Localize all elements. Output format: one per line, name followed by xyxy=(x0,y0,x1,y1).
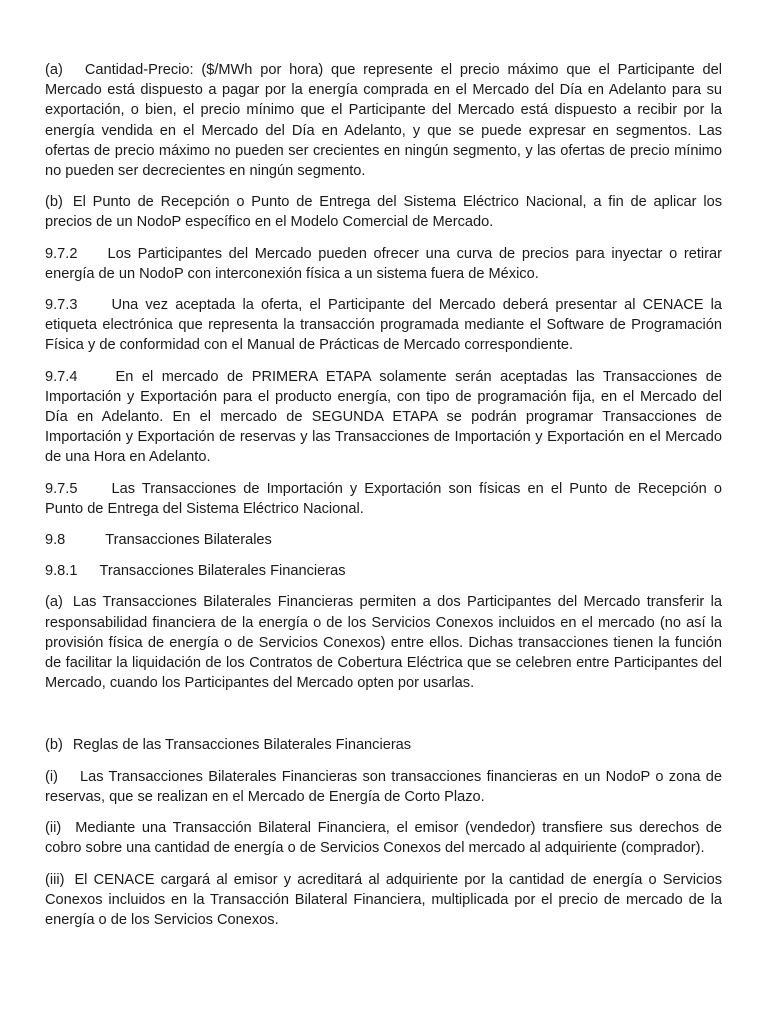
paragraph-label: 9.7.2 xyxy=(45,245,78,262)
paragraph-label: 9.7.5 xyxy=(45,480,78,497)
paragraph-label: 9.7.3 xyxy=(45,297,78,314)
paragraph-text: Los Participantes del Mercado pueden ofrecer una curva de precios para inyectar o retirar energía de un NodoP con interconexión física a un sistema fuera de México. xyxy=(45,245,722,282)
paragraph xyxy=(45,192,722,232)
paragraph-text: El CENACE cargará al emisor y acreditará al adquiriente por la cantidad de energía o Servicios Conexos incluidos en la Transacción Bilateral Financiera, multiplicada por el precio de mercado de la energía o de los Servicios Conexos. xyxy=(45,871,722,928)
paragraph-label: (a) xyxy=(45,62,63,78)
paragraph xyxy=(45,367,722,468)
paragraph xyxy=(45,60,722,181)
paragraph xyxy=(45,870,722,931)
blank-line xyxy=(45,704,722,735)
paragraph-label: (b) xyxy=(45,194,63,211)
paragraph xyxy=(45,244,722,284)
paragraph-text: Una vez aceptada la oferta, el Participante del Mercado deberá presentar al CENACE la etiqueta electrónica que representa la transacción programada mediante el Software de Programación Física y de conformidad con el Manual de Prácticas de Mercado correspondiente. xyxy=(45,297,722,354)
paragraph-text: Cantidad-Precio: ($/MWh por hora) que represente el precio máximo que el Participante del Mercado está dispuesto a pagar por la energía comprada en el Mercado del Día en Adelanto para su exportación, o bien, el precio mínimo que el Participante del Mercado está dispuesto a recibir por la energía vendida en el Mercado del Día en Adelanto, y que se puede expresar en segmentos. Las ofertas de precio máximo no pueden ser crecientes en ningún segmento, y las ofertas de precio mínimo no pueden ser decrecientes en ningún segmento. xyxy=(45,62,722,180)
paragraph-text: El Punto de Recepción o Punto de Entrega del Sistema Eléctrico Nacional, a fin de aplicar los precios de un NodoP específico en el Modelo Comercial de Mercado. xyxy=(45,194,722,231)
paragraph-label: (a) xyxy=(45,594,63,611)
paragraph-label: 9.8 xyxy=(45,532,66,549)
paragraph-text: Reglas de las Transacciones Bilaterales Financieras xyxy=(72,737,412,754)
paragraph-label: (b) xyxy=(45,737,63,754)
paragraph xyxy=(45,295,722,356)
paragraph xyxy=(45,592,722,693)
paragraph xyxy=(45,818,722,858)
paragraph-text: Transacciones Bilaterales Financieras xyxy=(99,563,346,580)
paragraph xyxy=(45,561,722,581)
paragraph-label: 9.8.1 xyxy=(45,563,78,580)
paragraph-text: Las Transacciones Bilaterales Financieras permiten a dos Participantes del Mercado transferir la responsabilidad financiera de la energía o de los Servicios Conexos incluidos en el mercado (no así la provisión física de energía o de Servicios Conexos) entre ellos. Dichas transacciones tienen la función de facilitar la liquidación de los Contratos de Cobertura Eléctrica que se celebren entre Participantes del Mercado, cuando los Participantes del Mercado opten por usarlas. xyxy=(45,594,722,692)
paragraph-text: Las Transacciones Bilaterales Financieras son transacciones financieras en un NodoP o zona de reservas, que se realizan en el Mercado de Energía de Corto Plazo. xyxy=(45,768,722,805)
paragraph xyxy=(45,479,722,519)
paragraph-text: Transacciones Bilaterales xyxy=(105,532,272,549)
paragraph-label: 9.7.4 xyxy=(45,368,78,385)
paragraph-text: En el mercado de PRIMERA ETAPA solamente serán aceptadas las Transacciones de Importación y Exportación para el producto energía, con tipo de programación fija, en el Mercado del Día en Adelanto. En el mercado de SEGUNDA ETAPA se podrán programar Transacciones de Importación y Exportación de reservas y las Transacciones de Importación y Exportación en el Mercado de una Hora en Adelanto. xyxy=(45,368,722,466)
paragraph-text: Mediante una Transacción Bilateral Financiera, el emisor (vendedor) transfiere sus derechos de cobro sobre una cantidad de energía o de Servicios Conexos del mercado al adquiriente (comprador). xyxy=(45,820,722,857)
document-page xyxy=(45,60,722,941)
paragraph-label: (iii) xyxy=(45,871,65,888)
paragraph xyxy=(45,735,722,755)
paragraph-label: (ii) xyxy=(45,820,62,837)
paragraph-label: (i) xyxy=(45,768,58,785)
paragraph-text: Las Transacciones de Importación y Exportación son físicas en el Punto de Recepción o Punto de Entrega del Sistema Eléctrico Nacional. xyxy=(45,480,722,517)
paragraph xyxy=(45,530,722,550)
paragraph xyxy=(45,767,722,807)
